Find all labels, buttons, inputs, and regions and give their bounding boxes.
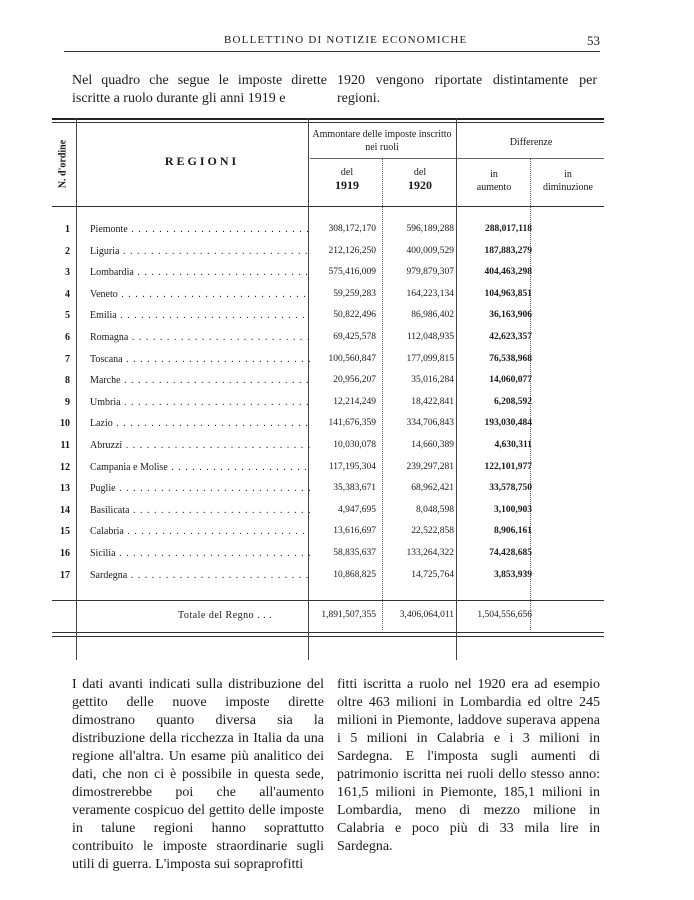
row-number: 12 <box>60 461 70 473</box>
value-1920: 239,297,281 <box>406 461 454 472</box>
region-name: Veneto . . . <box>90 289 310 300</box>
table-top-rule-2 <box>52 122 604 123</box>
intro-paragraph-left: Nel quadro che segue le imposte dirette iscritte a ruolo durante gli anni 1919 e <box>72 73 327 106</box>
value-1919: 58,835,637 <box>333 548 376 558</box>
value-1920: 400,009,529 <box>406 245 454 256</box>
value-1920: 22,522,858 <box>411 526 454 537</box>
differences-header: Differenze <box>509 137 553 148</box>
table-row <box>52 267 604 289</box>
table-row <box>52 483 604 505</box>
journal-title: BOLLETTINO DI NOTIZIE ECONOMICHE <box>224 34 468 46</box>
region-name: Basilicata . . . <box>90 505 310 516</box>
page-number: 53 <box>587 33 600 48</box>
row-number: 6 <box>65 332 70 343</box>
value-1919: 69,425,578 <box>333 332 376 342</box>
table-row <box>52 570 604 592</box>
increase-header: in aumento <box>476 169 512 193</box>
value-increase: 74,428,685 <box>489 548 532 558</box>
intro-paragraph-right: 1920 vengono riportate distintamente per regioni. <box>337 73 597 106</box>
table-row <box>52 289 604 311</box>
value-1919: 308,172,170 <box>328 224 376 234</box>
region-name: Calabria . . . <box>90 526 310 537</box>
total-1919: 1,891,507,355 <box>321 610 376 620</box>
value-1919: 12,214,249 <box>333 396 376 407</box>
total-top-rule <box>52 600 604 601</box>
table-row <box>52 310 604 332</box>
value-1920: 8,048,598 <box>416 504 454 515</box>
row-number: 3 <box>65 267 70 279</box>
value-1919: 100,560,847 <box>328 353 376 364</box>
value-1919: 20,956,207 <box>333 375 376 386</box>
row-number: 4 <box>65 288 70 300</box>
value-increase: 193,030,484 <box>484 418 532 429</box>
value-1920: 177,099,815 <box>406 353 454 364</box>
row-number: 17 <box>60 569 70 581</box>
table-row <box>52 332 604 354</box>
total-increase: 1,504,556,656 <box>477 610 532 620</box>
value-1920: 14,725,764 <box>411 569 454 580</box>
tax-table <box>52 118 604 660</box>
value-increase: 104,963,851 <box>484 288 532 299</box>
region-name: Campania e Molise . . . <box>90 462 310 473</box>
body-paragraph-right: fitti iscritta a ruolo nel 1920 era ad esempio oltre 463 milioni in Lombardia ed oltre 245 milioni in Piemonte, laddove superava appena i 5 milioni in Calabria e i 3 milioni in Sardegna. E l'imposta sugli aumenti di patrimonio iscritta nei ruoli dello stesso anno: 161,5 milioni in Piemonte, 185,1 milioni in Lombardia, meno di mezzo milione in Calabria e poco più di 33 mila lire in Sardegna. <box>337 677 600 854</box>
header-bottom-rule <box>52 206 604 207</box>
region-name: Puglie . . . <box>90 483 310 494</box>
row-number: 14 <box>60 504 70 516</box>
region-name: Lombardia . . . <box>90 267 310 278</box>
value-1919: 10,868,825 <box>333 569 376 580</box>
value-increase: 33,578,750 <box>489 483 532 494</box>
total-bottom-rule <box>52 632 604 633</box>
value-increase: 122,101,977 <box>484 461 532 472</box>
value-increase: 8,906,161 <box>494 526 532 537</box>
table-row <box>52 548 604 570</box>
row-number: 15 <box>60 526 70 538</box>
value-increase: 3,100,903 <box>494 504 532 515</box>
value-1919: 212,126,250 <box>328 245 376 256</box>
table-row <box>52 397 604 419</box>
value-1920: 133,264,322 <box>406 548 454 558</box>
table-top-rule <box>52 118 604 120</box>
value-1919: 50,822,496 <box>333 310 376 321</box>
total-1920: 3,406,064,011 <box>399 610 454 620</box>
total-label: Totale del Regno . . . <box>178 610 272 621</box>
order-header: N. d'ordine <box>57 139 69 189</box>
subheader-rule <box>310 158 604 159</box>
value-1919: 141,676,359 <box>328 418 376 429</box>
table-row <box>52 224 604 246</box>
row-number: 1 <box>65 224 70 235</box>
year-1919-header: del 1919 <box>335 167 359 192</box>
total-bottom-rule-2 <box>52 636 604 637</box>
value-increase: 187,883,279 <box>484 245 532 256</box>
value-increase: 76,538,968 <box>489 353 532 364</box>
region-name: Marche . . . <box>90 375 310 386</box>
value-increase: 4,630,311 <box>494 440 532 450</box>
table-row <box>52 354 604 376</box>
value-1920: 86,986,402 <box>411 310 454 321</box>
value-1920: 18,422,841 <box>411 396 454 407</box>
row-number: 8 <box>65 375 70 387</box>
value-1920: 35,016,284 <box>411 375 454 386</box>
decrease-header: in diminuzione <box>543 169 593 193</box>
value-increase: 42,623,357 <box>489 332 532 342</box>
table-row <box>52 505 604 527</box>
row-number: 7 <box>65 353 70 365</box>
row-number: 2 <box>65 245 70 257</box>
value-1920: 112,048,935 <box>406 332 454 342</box>
value-1920: 14,660,389 <box>411 440 454 450</box>
value-increase: 14,060,077 <box>489 375 532 386</box>
value-1919: 4,947,695 <box>338 504 376 515</box>
amount-group-header: Ammontare delle imposte inscritto nei ruoli <box>312 129 452 153</box>
row-number: 10 <box>60 418 70 430</box>
year-1920-header: del 1920 <box>408 167 432 192</box>
value-1919: 13,616,697 <box>333 526 376 537</box>
value-1920: 596,189,288 <box>406 224 454 234</box>
region-name: Romagna . . . <box>90 332 310 343</box>
total-row <box>52 610 604 630</box>
region-name: Abruzzi . . . <box>90 440 310 451</box>
row-number: 13 <box>60 483 70 495</box>
region-name: Toscana . . . <box>90 354 310 365</box>
row-number: 11 <box>60 440 70 451</box>
region-name: Umbria . . . <box>90 397 310 408</box>
value-increase: 36,163,906 <box>489 310 532 321</box>
value-1920: 68,962,421 <box>411 483 454 494</box>
value-increase: 6,208,592 <box>494 396 532 407</box>
region-name: Emilia . . . <box>90 310 310 321</box>
table-row <box>52 526 604 548</box>
regions-header: REGIONI <box>164 154 240 168</box>
table-row <box>52 375 604 397</box>
header-rule <box>64 51 600 52</box>
table-row <box>52 440 604 462</box>
value-1920: 164,223,134 <box>406 288 454 299</box>
value-increase: 3,853,939 <box>494 569 532 580</box>
value-1919: 117,195,304 <box>328 461 376 472</box>
table-row <box>52 418 604 440</box>
value-1919: 59,259,283 <box>333 288 376 299</box>
body-paragraph-left: I dati avanti indicati sulla distribuzione del gettito delle nuove imposte dirette dimostrano quanto diversa sia la distribuzione della ricchezza in Italia da una regione all'altra. Un esame più analitico dei dati, che non ci è possibile in questa sede, dimostrerebbe poi che all'aumento veramente cospicuo del gettito delle imposte in talune regioni hanno soprattutto contribuito le imposte straordinarie sugli utili di guerra. L'imposta sui sopraprofitti <box>72 677 324 872</box>
value-1919: 575,416,009 <box>328 267 376 278</box>
row-number: 5 <box>65 310 70 322</box>
value-increase: 288,017,118 <box>485 224 532 234</box>
region-name: Piemonte . . . <box>90 224 310 235</box>
value-1919: 10,030,078 <box>333 440 376 450</box>
table-row <box>52 462 604 484</box>
row-number: 9 <box>65 396 70 408</box>
value-1920: 334,706,843 <box>406 418 454 429</box>
value-1920: 979,879,307 <box>406 267 454 278</box>
value-1919: 35,383,671 <box>333 483 376 494</box>
table-row <box>52 246 604 268</box>
region-name: Sicilia . . . <box>90 548 310 559</box>
region-name: Sardegna . . . <box>90 570 310 581</box>
region-name: Lazio . . . <box>90 418 310 429</box>
region-name: Liguria . . . <box>90 246 310 257</box>
row-number: 16 <box>60 548 70 559</box>
value-increase: 404,463,298 <box>484 267 532 278</box>
